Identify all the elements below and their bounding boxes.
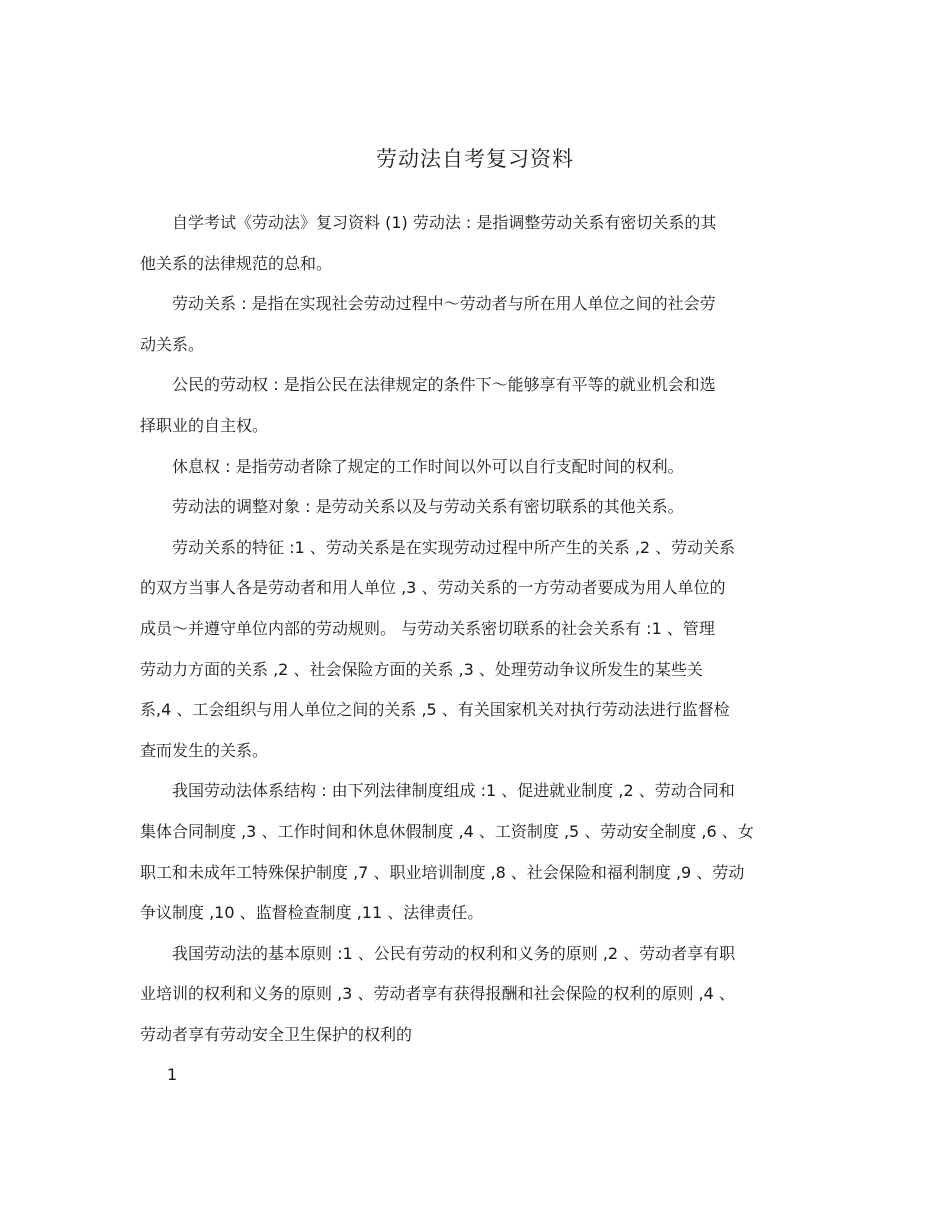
paragraph-right-to-rest: 休息权 : 是指劳动者除了规定的工作时间以外可以自行支配时间的权利。 [172,456,684,476]
paragraph-labor-relation: 劳动关系 : 是指在实现社会劳动过程中～劳动者与所在用人单位之间的社会劳 动关系。 [140,294,716,354]
document-title: 劳动法自考复习资料 [376,147,574,171]
paragraph-adjustment-object: 劳动法的调整对象 : 是劳动关系以及与劳动关系有密切联系的其他关系。 [172,497,684,517]
paragraph-labor-law-definition: 自学考试《劳动法》复习资料 (1) 劳动法 : 是指调整劳动关系有密切关系的其 他关系的法律规范的总和。 [140,213,717,273]
paragraph-basic-principles: 我国劳动法的基本原则 :1 、公民有劳动的权利和义务的原则 ,2 、劳动者享有职 业培训的权利和义务的原则 ,3 、劳动者享有获得报酬和社会保险的权利的原则 ,4 、 劳动者享有劳动安全卫生保护的权利的 [140,943,736,1044]
paragraph-right-to-work: 公民的劳动权 : 是指公民在法律规定的条件下～能够享有平等的就业机会和选 择职业的自主权。 [140,375,716,435]
document-body [140,203,815,1055]
page-number: 1 [167,1065,178,1084]
paragraph-labor-relation-features: 劳动关系的特征 :1 、劳动关系是在实现劳动过程中所产生的关系 ,2 、劳动关系 的双方当事人各是劳动者和用人单位 ,3 、劳动关系的一方劳动者要成为用人单位的 成员～并遵守单位内部的劳动规则。 与劳动关系密切联系的社会关系有 :1 、管理 劳动力方面的关系 ,2 、社会保险方面的关系 ,3 、处理劳动争议所发生的某些关 系,4 、工会组织与用人单位之间的关系 ,5 、有关国家机关对执行劳动法进行监督检 查而发生的关系。 [140,537,736,760]
paragraph-law-system-structure: 我国劳动法体系结构 : 由下列法律制度组成 :1 、促进就业制度 ,2 、劳动合同和 集体合同制度 ,3 、工作时间和休息休假制度 ,4 、工资制度 ,5 、劳动安全制度 ,6 、女 职工和未成年工特殊保护制度 ,7 、职业培训制度 ,8 、社会保险和福利制度 ,9 、劳动 争议制度 ,10 、监督检查制度 ,11 、法律责任。 [140,781,754,923]
